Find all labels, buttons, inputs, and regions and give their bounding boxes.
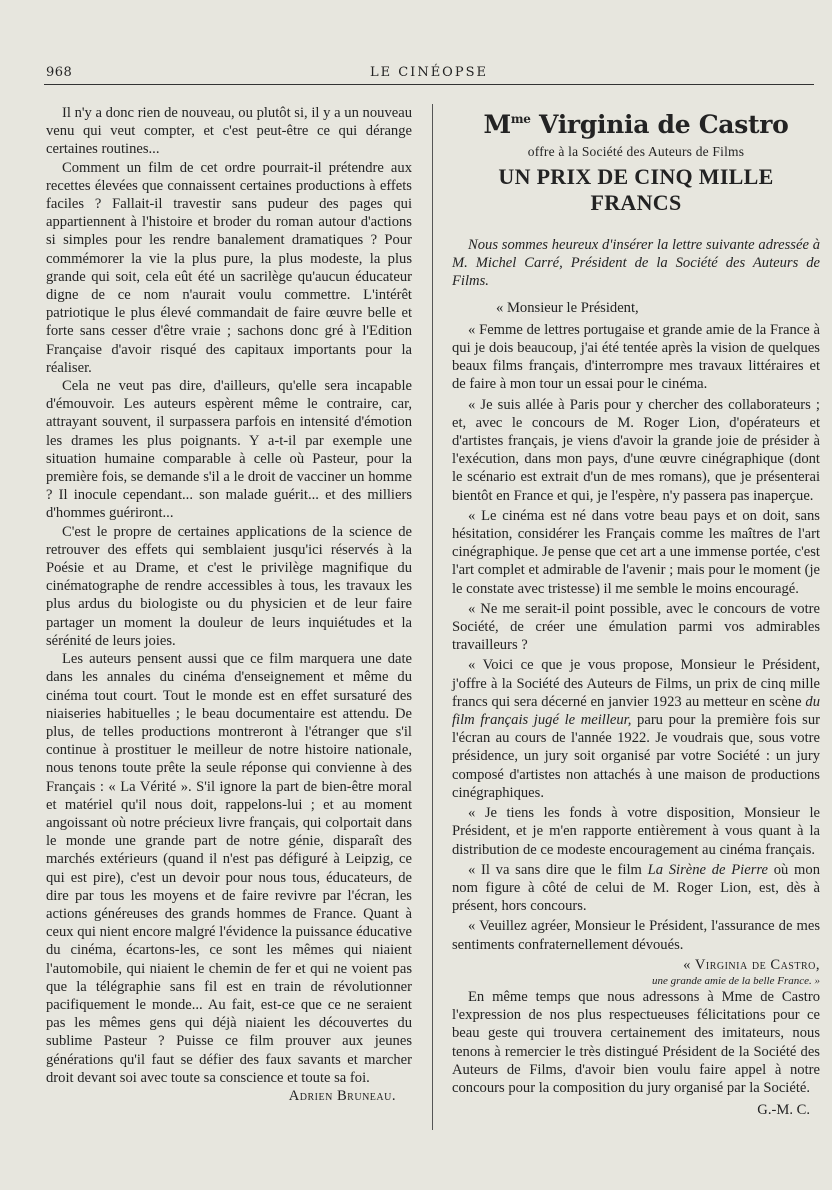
text-run: « Voici ce que je vous propose, Monsieur le Président, j'offre à la Société des Auteurs de Films, un prix de cinq mille francs qui sera décerné en janvier 1923 au metteur en scène <box>452 657 820 710</box>
letter-paragraph: « Veuillez agréer, Monsieur le Président, l'assurance de mes sentiments confraternellement dévoués. <box>452 918 820 953</box>
paragraph: Cela ne veut pas dire, d'ailleurs, qu'elle sera incapable d'émouvoir. Les auteurs espèrent même le contraire, car, attrayant souvent, il surpassera parfois en intensité d'émotion les drames les plus poignants. Y a-t-il par exemple une situation humaine comparable à celle où Pasteur, pour la première fois, se demande s'il a le droit de vacciner un homme ? Il inocule cependant... son malade guérit... et des milliers d'hommes guériront... <box>46 378 412 522</box>
italic-run: du film français jugé le meilleur, <box>452 693 820 729</box>
article-subtitle: offre à la Société des Auteurs de Films <box>527 144 745 159</box>
intro-block <box>452 236 820 291</box>
letter-salutation: « Monsieur le Président, <box>496 299 639 316</box>
running-header <box>44 62 814 85</box>
paragraph: Comment un film de cet ordre pourrait-il prétendre aux recettes élevées que connaissent certaines productions à effets faciles ? Fallait-il travestir sans pudeur des pages qui appartiennent à l'histoire et broder du roman autour d'actions si simples pour les rendre banalement dramatiques ? Pour commémorer la vie la plus pure, la plus modeste, la plus grande qui soit, cela eût été un sacrilège qu'aucun éducateur digne de ce nom n'aurait voulu commettre. L'intérêt patriotique le plus élevé commandait de faire œuvre belle et forte sans cesser d'être vraie ; sachons donc gré à l'Edition Française d'avoir risqué des capitaux importants pour la réaliser. <box>46 159 412 376</box>
letter-paragraph: « Ne me serait-il point possible, avec le concours de votre Société, de créer une émulation parmi vos admirables travailleurs ? <box>452 600 820 654</box>
letter-paragraph: « Je tiens les fonds à votre disposition, Monsieur le Président, et je m'en rapporte entièrement à vous quant à la distribution de ce modeste encouragement au cinéma français. <box>452 805 820 858</box>
title-prefix: M <box>483 110 511 139</box>
article-title <box>452 104 820 140</box>
column-divider <box>432 104 433 1130</box>
signature-name: « Virginia de Castro, <box>683 956 820 973</box>
closing-paragraph: En même temps que nous adressons à Mme de Castro l'expression de nos plus respectueuses félicitations pour ce beau geste qui trouvera certainement des imitateurs, nous tenons à remercier le très distingué Président de la Société des Auteurs de Films, d'avoir bien voulu faire appel à notre concours pour la composition du jury organisé par la Société. <box>452 988 820 1096</box>
letter-paragraph-film <box>452 861 820 916</box>
intro-text: Nous sommes heureux d'insérer la lettre suivante adressée à M. Michel Carré, Président de la Société des Auteurs de Films. <box>452 237 820 290</box>
left-column <box>46 104 412 1105</box>
title-prefix-sup: me <box>510 112 531 126</box>
text-run: paru pour la première fois sur l'écran au cours de l'année 1922. Je voudrais que, sous votre présidence, un jury soit organisé par votre Société : un jury composé d'artistes non attachés à une maison de productions cinégraphiques. <box>452 712 820 801</box>
title-name: Virginia de Castro <box>539 110 789 139</box>
signature-subtitle: une grande amie de la belle France. » <box>651 974 820 987</box>
page-number: 968 <box>46 65 73 80</box>
film-title: La Sirène de Pierre <box>647 861 768 878</box>
paragraph: C'est le propre de certaines applications de la science de retrouver des effets qui semblaient jusqu'ici réservés à la Poésie et au Drame, et c'est le privilège magnifique du cinématographe de rendre accessibles à tous, les travaux les plus ardus du biologiste ou du physicien et de leur faire partager un moment la douleur de leurs inquiétudes et la sérénité de leurs joies. <box>46 523 412 649</box>
paragraph: Il n'y a donc rien de nouveau, ou plutôt si, il y a un nouveau venu qui veut compter, et c'est peut-être ce qui dérange certaines routines... <box>46 105 412 158</box>
journal-name: LE CINÉOPSE <box>369 65 488 80</box>
paragraph <box>46 650 412 1104</box>
letter-paragraph: « Femme de lettres portugaise et grande amie de la France à qui je dois beaucoup, j'ai été tentée après la vision de quelques beaux films français, d'interrompre mes travaux littéraires et de faire à mon tour un essai pour le cinéma. <box>452 321 820 393</box>
right-column <box>452 104 820 1119</box>
paragraph-text: Les auteurs pensent aussi que ce film marquera une date dans les annales du cinéma d'enseignement et même du cinéma tout court. Tout le monde est en effet sursaturé des niaiseries habituelles ; le beau documentaire est attendu. De plus, de telles productions montreront à l'étranger que s'il continue à prostituer le meilleur de notre histoire nationale, nous tenons toute prête la seule réponse qui convienne à des Français : « La Vérité ». S'il ignore la part de bien-être moral et matériel qu'il nous doit, rappelons-lui ; et au moment angoissant où notre précieux livre français, qui colportait dans le monde une grande part de notre génie, disparaît des marchés extérieurs (quand il n'est pas défiguré à Leipzig, ce qui est pire), c'est un devoir pour nous tous, éducateurs, de dire par tous les moyens et de faire revivre par l'écran, les actions généreuses des grands hommes de France. Quant à ceux qui nient encore malgré l'évidence la puissance éducative du cinéma, écartons-les, ce sont les mêmes qui niaient l'automobile, qui niaient le chemin de fer et qui ne voient pas que la télégraphie sans fil est en train de révolutionner pacifiquement le monde... Au fait, est-ce que ce ne seraient pas les mêmes gens qui déjà niaient les découvertes du sublime Pasteur ? Puisse ce film prouver aux jeunes générations qu'il faut se défier des faux savants et marcher droit devant soi avec toute sa conscience et toute sa foi. <box>46 651 412 1086</box>
text-run: où mon nom figure à côté de celui de M. Roger Lion, est, dès à présent, hors concours. <box>452 861 821 915</box>
letter-paragraph-prize <box>452 656 820 802</box>
letter-paragraph: « Je suis allée à Paris pour y chercher des collaborateurs ; et, avec le concours de M. Roger Lion, d'opérateurs et d'artistes français, je viens d'avoir la grande joie de présider à l'exécution, dans mon pays, d'une œuvre cinégraphique (dont le scénario est extrait d'un de mes romans), que je présenterai bientôt en France et qui, je l'espère, n'y passera pas inaperçue. <box>452 396 820 504</box>
article-headline: UN PRIX DE CINQ MILLE FRANCS <box>498 164 774 215</box>
text-run: « Il va sans dire que le film <box>468 861 648 878</box>
author-signature: Adrien Bruneau. <box>288 1087 396 1104</box>
letter-signature <box>452 956 820 974</box>
letter-paragraph: « Le cinéma est né dans votre beau pays et on doit, sans hésitation, considérer les Français comme les maîtres de l'art cinégraphique. Je pense que cet art a une immense portée, c'est l'art complet et admirable de l'avenir ; mais pour le moment (je le constate avec tristesse) il me semble le moins encouragé. <box>452 507 820 597</box>
author-initials: G.-M. C. <box>757 1102 810 1119</box>
